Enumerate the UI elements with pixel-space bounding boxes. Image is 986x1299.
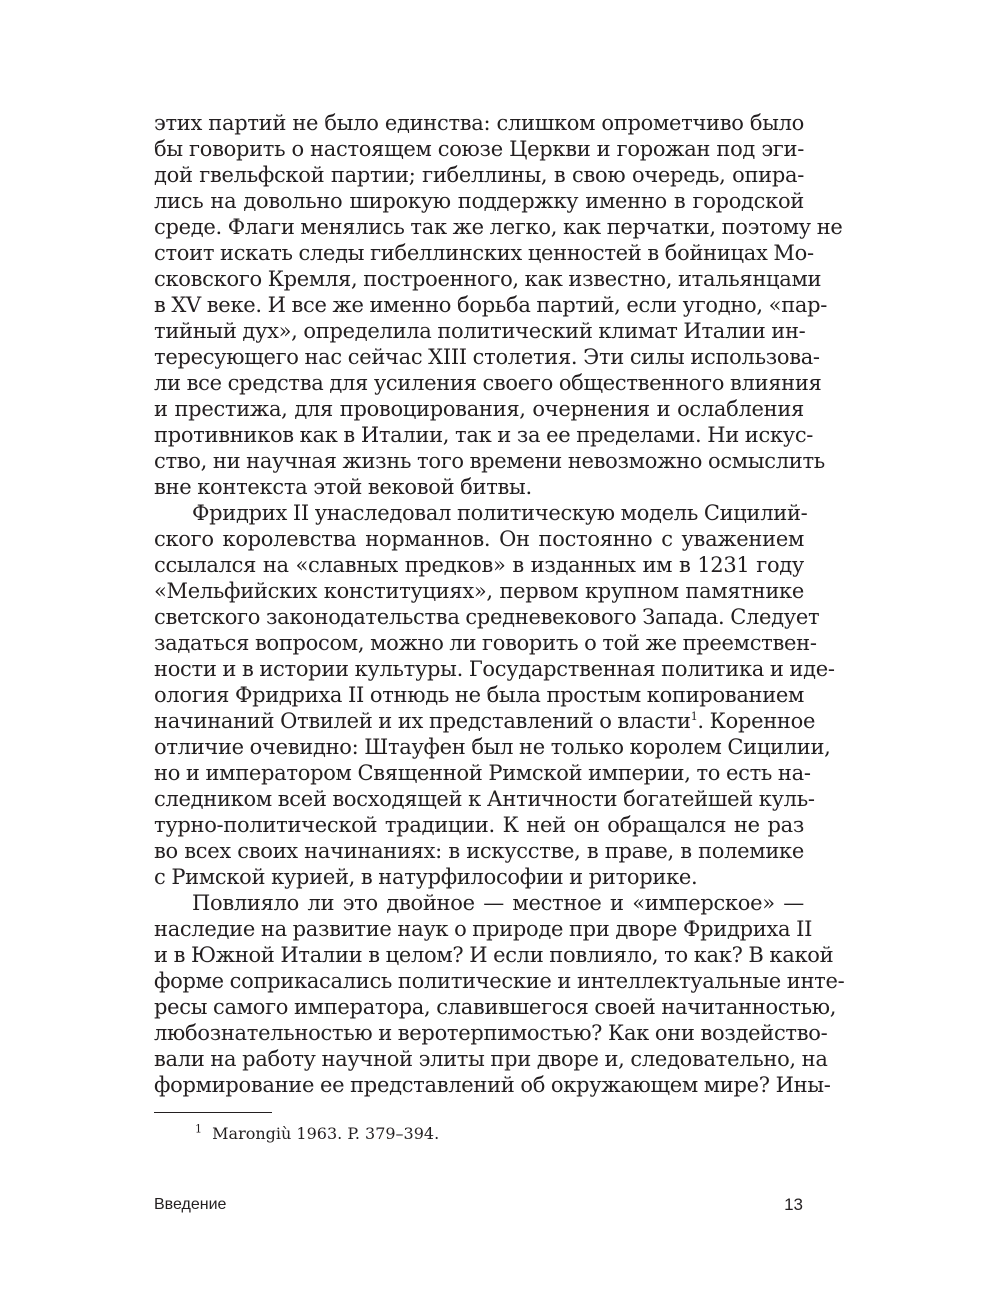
text-line: отличие очевидно: Штауфен был не только королем Сицилии,	[154, 735, 831, 759]
text-fragment: начинаний Отвилей и их представлений о власти	[154, 709, 691, 733]
text-fragment: . Коренное	[697, 709, 816, 733]
text-line: любознательностью и веротерпимостью? Как они воздейство-	[154, 1021, 828, 1045]
text-line: и в Южной Италии в целом? И если повлияло, то как? В какой	[154, 943, 834, 967]
text-line: ресы самого императора, славившегося своей начитанностью,	[154, 995, 837, 1019]
text-line: этих партий не было единства: слишком опрометчиво было	[154, 111, 804, 135]
footnote-number: 1	[195, 1122, 202, 1136]
text-line: тересующего нас сейчас XIII столетия. Эти силы использова-	[154, 345, 820, 369]
text-line: во всех своих начинаниях: в искусстве, в праве, в полемике	[154, 839, 804, 863]
page-number: 13	[784, 1195, 803, 1214]
text-line: ности и в истории культуры. Государственная политика и иде-	[154, 657, 835, 681]
footnote	[195, 1124, 439, 1143]
footnote-divider	[154, 1112, 272, 1113]
text-line: вали на работу научной элиты при дворе и, следовательно, на	[154, 1047, 828, 1071]
text-line: форме соприкасались политические и интеллектуальные инте-	[154, 969, 845, 993]
text-line: ского королевства норманнов. Он постоянно с уважением	[154, 527, 804, 551]
text-line: формирование ее представлений об окружающем мире? Ины-	[154, 1073, 831, 1097]
footnote-reference[interactable]: 1	[690, 710, 698, 723]
text-line: противников как в Италии, так и за ее пределами. Ни искус-	[154, 423, 814, 447]
text-line: стоит искать следы гибеллинских ценностей в бойницах Мо-	[154, 241, 814, 265]
running-footer-section: Введение	[154, 1196, 227, 1213]
text-line: тийный дух», определила политический климат Италии ин-	[154, 319, 806, 343]
text-line: Фридрих II унаследовал политическую модель Сицилий-	[192, 501, 808, 525]
text-line: дой гвельфской партии; гибеллины, в свою очередь, опира-	[154, 163, 804, 187]
text-line: сковского Кремля, построенного, как известно, итальянцами	[154, 267, 822, 291]
text-line: с Римской курией, в натурфилософии и риторике.	[154, 865, 698, 889]
text-line: турно-политической традиции. К ней он обращался не раз	[154, 813, 804, 837]
text-line: и престижа, для провоцирования, очернения и ослабления	[154, 397, 804, 421]
text-line: но и императором Священной Римской империи, то есть на-	[154, 761, 811, 785]
text-line: бы говорить о настоящем союзе Церкви и горожан под эги-	[154, 137, 804, 161]
text-line: Повлияло ли это двойное — местное и «имперское» —	[192, 891, 804, 915]
text-line: задаться вопросом, можно ли говорить о той же преемствен-	[154, 631, 817, 655]
text-line-with-footnote	[154, 708, 816, 734]
text-line: светского законодательства средневекового Запада. Следует	[154, 605, 820, 629]
text-line: ссылался на «славных предков» в изданных им в 1231 году	[154, 553, 804, 577]
text-line: вне контекста этой вековой битвы.	[154, 475, 532, 499]
main-text	[154, 110, 845, 1098]
text-line: лись на довольно широкую поддержку именно в городской	[154, 189, 804, 213]
text-line: наследие на развитие наук о природе при дворе Фридриха II	[154, 917, 813, 941]
text-line: ство, ни научная жизнь того времени невозможно осмыслить	[154, 449, 825, 473]
text-line: «Мельфийских конституциях», первом крупном памятнике	[154, 579, 804, 603]
text-line: ология Фридриха II отнюдь не была простым копированием	[154, 683, 805, 707]
text-line: среде. Флаги менялись так же легко, как перчатки, поэтому не	[154, 215, 843, 239]
footnote-text: Marongiù 1963. P. 379–394.	[212, 1124, 440, 1143]
text-line: следником всей восходящей к Античности богатейшей куль-	[154, 787, 815, 811]
text-line: ли все средства для усиления своего общественного влияния	[154, 371, 822, 395]
text-line: в XV веке. И все же именно борьба партий, если угодно, «пар-	[154, 293, 828, 317]
